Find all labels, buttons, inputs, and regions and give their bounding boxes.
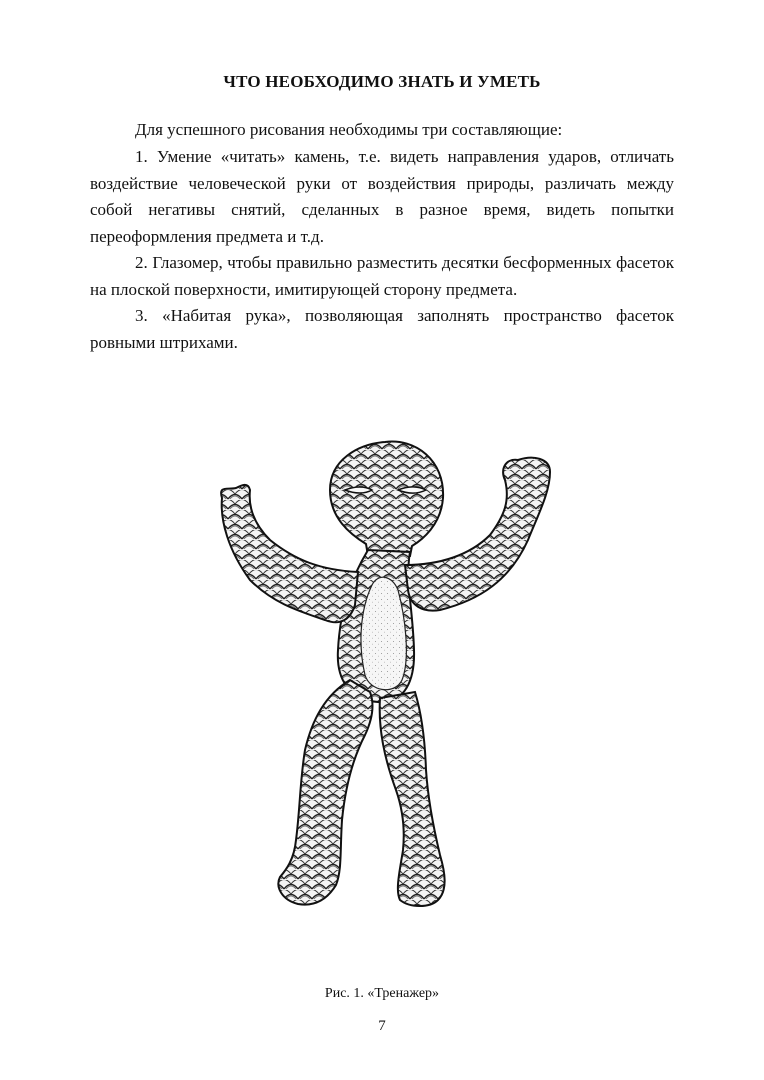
intro-paragraph: Для успешного рисования необходимы три составляющие:	[135, 120, 563, 139]
list-item-3: 3. «Набитая рука», позволяющая заполнять пространство фасеток ровными штрихами.	[90, 306, 674, 352]
page-title: ЧТО НЕОБХОДИМО ЗНАТЬ И УМЕТЬ	[223, 72, 541, 91]
figure-caption: Рис. 1. «Тренажер»	[324, 986, 440, 1001]
page-number: 7	[378, 1018, 386, 1034]
list-item-2: 2. Глазомер, чтобы правильно разместить десятки бесформенных фасеток на плоской поверхности, имитирующей сторону предмета.	[90, 253, 674, 299]
trainer-figure-illustration	[200, 430, 570, 930]
list-item-1: 1. Умение «читать» камень, т.е. видеть направления ударов, отличать воздействие человеческой руки от воздействия природы, различать между собой негативы снятий, сделанных в разное время, видеть попытки переоформления предмета и т.д.	[90, 147, 674, 246]
belly-area	[361, 577, 406, 689]
